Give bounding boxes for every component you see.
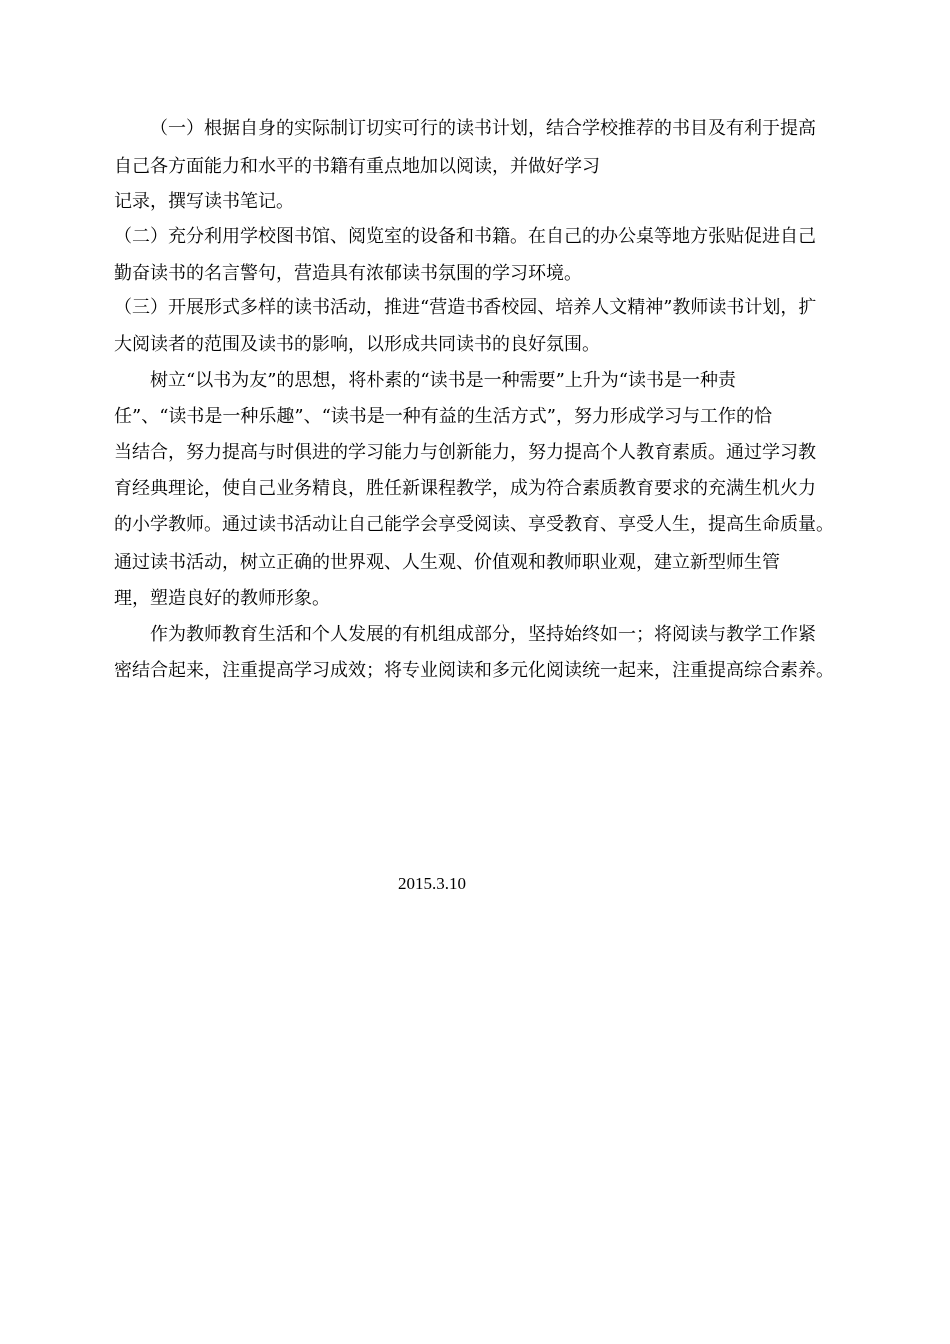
text-line-14: 理，塑造良好的教师形象。: [114, 588, 330, 609]
text-line-13: 通过读书活动，树立正确的世界观、人生观、价值观和教师职业观，建立新型师生管: [114, 552, 780, 573]
text-line-5: 勤奋读书的名言警句，营造具有浓郁读书氛围的学习环境。: [114, 263, 582, 284]
text-line-1: （一）根据自身的实际制订切实可行的读书计划，结合学校推荐的书目及有利于提高: [150, 118, 816, 139]
text-line-7: 大阅读者的范围及读书的影响，以形成共同读书的良好氛围。: [114, 334, 600, 355]
text-line-10: 当结合，努力提高与时俱进的学习能力与创新能力，努力提高个人教育素质。通过学习教: [114, 442, 816, 463]
text-line-11: 育经典理论，使自己业务精良，胜任新课程教学，成为符合素质教育要求的充满生机火力: [114, 478, 816, 499]
text-line-15: 作为教师教育生活和个人发展的有机组成部分，坚持始终如一；将阅读与教学工作紧: [150, 624, 816, 645]
text-line-3: 记录，撰写读书笔记。: [114, 191, 294, 212]
text-line-2: 自己各方面能力和水平的书籍有重点地加以阅读，并做好学习: [114, 156, 600, 177]
text-line-8: 树立“以书为友”的思想，将朴素的“读书是一种需要”上升为“读书是一种责: [150, 370, 737, 391]
document-date: 2015.3.10: [398, 874, 466, 893]
text-line-16: 密结合起来，注重提高学习成效；将专业阅读和多元化阅读统一起来，注重提高综合素养。: [114, 660, 834, 681]
text-line-6: （三）开展形式多样的读书活动，推进“营造书香校园、培养人文精神”教师读书计划，扩: [114, 297, 817, 318]
text-line-4: （二）充分利用学校图书馆、阅览室的设备和书籍。在自己的办公桌等地方张贴促进自己: [114, 226, 816, 247]
text-line-9: 任”、“读书是一种乐趣”、“读书是一种有益的生活方式”，努力形成学习与工作的恰: [114, 406, 773, 427]
text-line-12: 的小学教师。通过读书活动让自己能学会享受阅读、享受教育、享受人生，提高生命质量。: [114, 514, 834, 535]
